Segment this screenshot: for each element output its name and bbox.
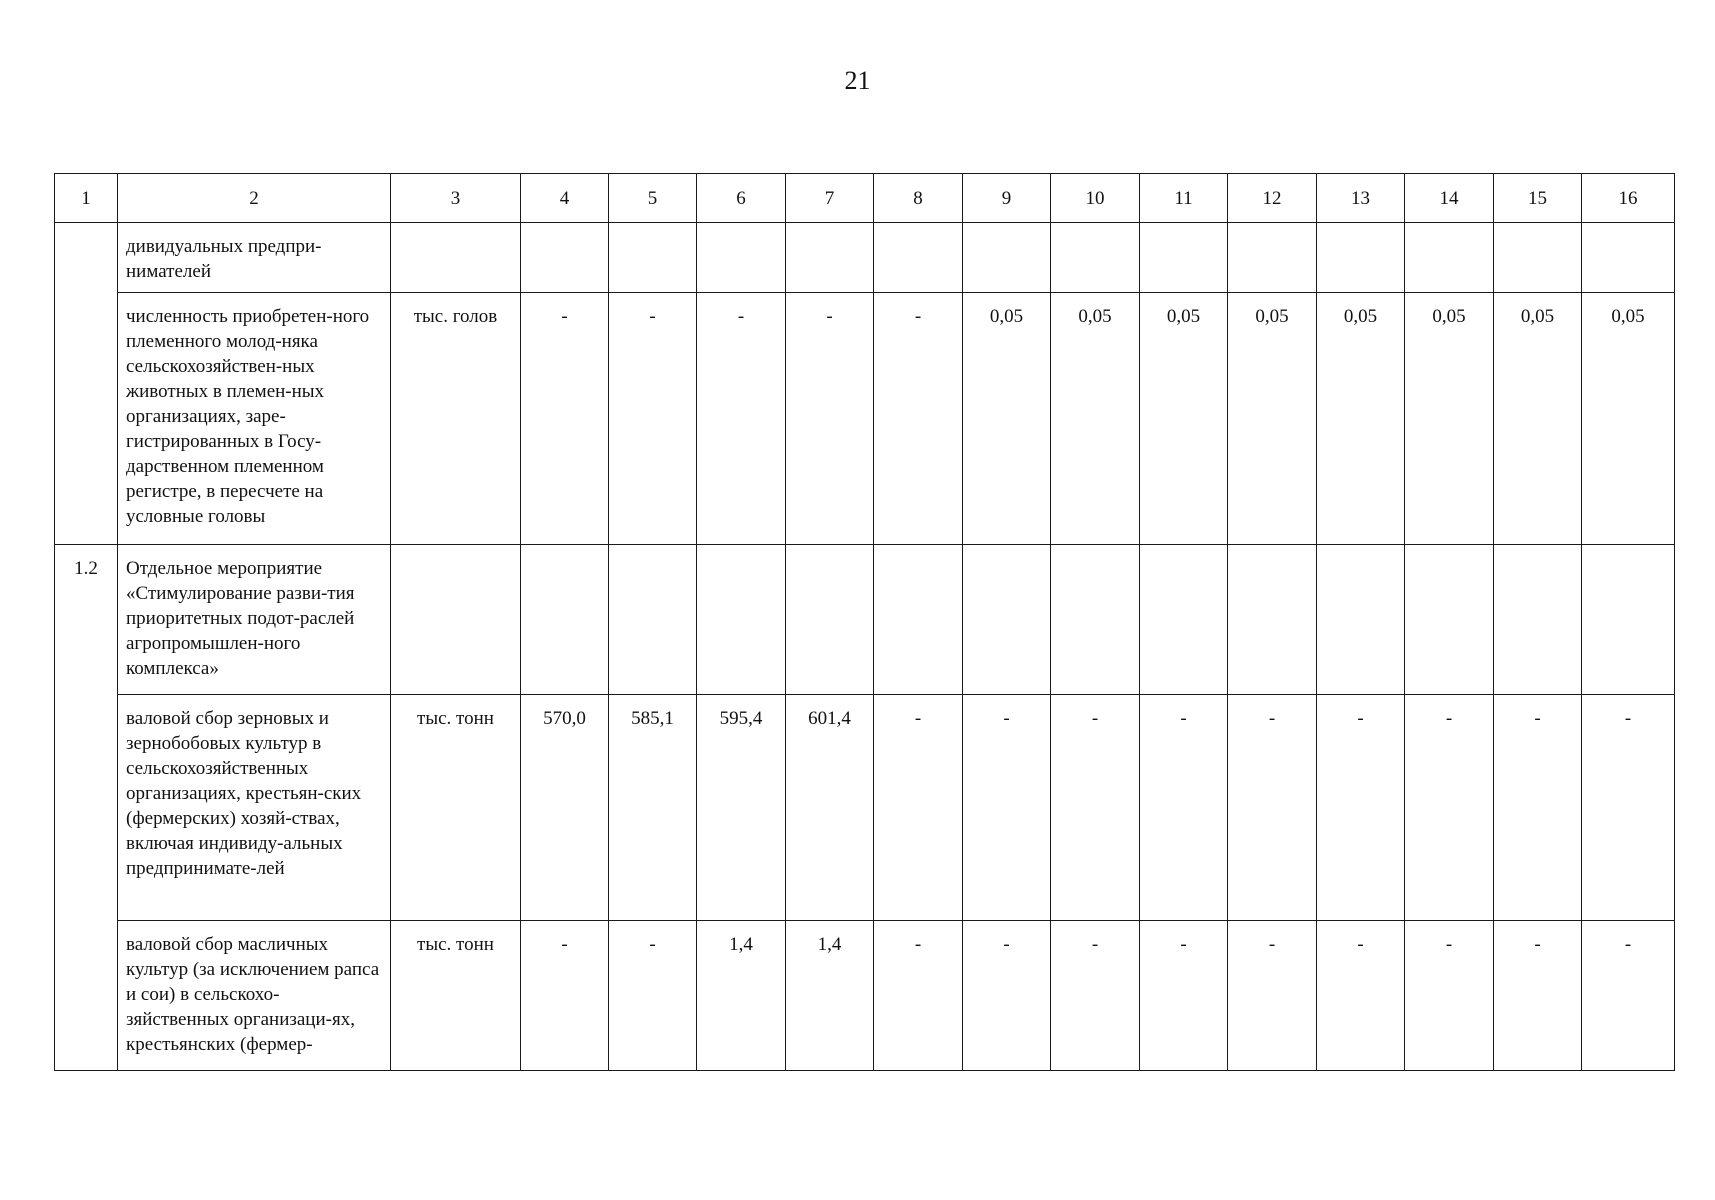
value-cell: - — [609, 293, 697, 545]
header-cell: 16 — [1582, 174, 1675, 223]
indicator-name-cell: валовой сбор зерновых и зернобобовых культур в сельскохозяйственных организациях, крестьян-ских (фермерских) хозяй-ствах, включая индивиду-альных предпринимате-лей — [118, 695, 391, 921]
header-cell: 6 — [697, 174, 786, 223]
indicator-name-cell: численность приобретен-ного племенного молод-няка сельскохозяйствен-ных животных в племен-ных организациях, заре-гистрированных в Госу-дарственном племенном регистре, в пересчете на условные головы — [118, 293, 391, 545]
value-cell — [521, 545, 609, 695]
value-cell: - — [874, 921, 963, 1071]
value-cell: - — [1228, 695, 1317, 921]
value-cell: - — [697, 293, 786, 545]
header-cell: 2 — [118, 174, 391, 223]
header-cell: 11 — [1140, 174, 1228, 223]
value-cell: - — [874, 293, 963, 545]
value-cell — [697, 545, 786, 695]
value-cell: 601,4 — [786, 695, 874, 921]
value-cell: - — [1317, 695, 1405, 921]
header-cell: 3 — [391, 174, 521, 223]
value-cell: 585,1 — [609, 695, 697, 921]
table-row — [55, 695, 1675, 921]
value-cell: 0,05 — [1582, 293, 1675, 545]
value-cell: - — [1405, 921, 1494, 1071]
value-cell: 595,4 — [697, 695, 786, 921]
value-cell: - — [1494, 921, 1582, 1071]
unit-cell: тыс. голов — [391, 293, 521, 545]
value-cell — [1582, 223, 1675, 293]
value-cell: - — [1051, 695, 1140, 921]
value-cell: 0,05 — [1494, 293, 1582, 545]
table-row — [55, 223, 1675, 293]
value-cell — [874, 223, 963, 293]
value-cell: - — [609, 921, 697, 1071]
value-cell: - — [963, 921, 1051, 1071]
value-cell: - — [963, 695, 1051, 921]
value-cell — [1405, 223, 1494, 293]
value-cell: 570,0 — [521, 695, 609, 921]
value-cell — [1228, 223, 1317, 293]
value-cell — [1405, 545, 1494, 695]
value-cell — [609, 545, 697, 695]
value-cell — [1494, 545, 1582, 695]
value-cell — [521, 223, 609, 293]
row-number-cell: 1.2 — [55, 545, 118, 1071]
table-header-row — [55, 174, 1675, 223]
indicator-name-cell: дивидуальных предпри-нимателей — [118, 223, 391, 293]
value-cell — [1051, 223, 1140, 293]
value-cell: 0,05 — [1140, 293, 1228, 545]
header-cell: 8 — [874, 174, 963, 223]
value-cell: 0,05 — [1051, 293, 1140, 545]
header-cell: 9 — [963, 174, 1051, 223]
indicator-name-cell: Отдельное мероприятие «Стимулирование разви-тия приоритетных подот-раслей агропромышлен-ного комплекса» — [118, 545, 391, 695]
value-cell: 1,4 — [786, 921, 874, 1071]
value-cell — [1140, 545, 1228, 695]
value-cell: - — [1051, 921, 1140, 1071]
value-cell: 0,05 — [1228, 293, 1317, 545]
page-number: 21 — [844, 66, 871, 95]
row-number-cell — [55, 223, 118, 545]
value-cell — [1317, 545, 1405, 695]
table-row — [55, 545, 1675, 695]
header-cell: 1 — [55, 174, 118, 223]
value-cell: 0,05 — [963, 293, 1051, 545]
value-cell: - — [1582, 921, 1675, 1071]
header-cell: 4 — [521, 174, 609, 223]
value-cell — [1582, 545, 1675, 695]
unit-cell: тыс. тонн — [391, 921, 521, 1071]
table-row — [55, 921, 1675, 1071]
header-cell: 13 — [1317, 174, 1405, 223]
value-cell — [963, 545, 1051, 695]
value-cell — [963, 223, 1051, 293]
value-cell: - — [1405, 695, 1494, 921]
value-cell — [1140, 223, 1228, 293]
value-cell: - — [786, 293, 874, 545]
header-cell: 14 — [1405, 174, 1494, 223]
table-row — [55, 293, 1675, 545]
value-cell: 0,05 — [1405, 293, 1494, 545]
value-cell: - — [1140, 921, 1228, 1071]
value-cell — [1317, 223, 1405, 293]
value-cell — [1228, 545, 1317, 695]
header-cell: 7 — [786, 174, 874, 223]
value-cell: - — [1317, 921, 1405, 1071]
unit-cell — [391, 545, 521, 695]
value-cell: - — [1140, 695, 1228, 921]
header-cell: 12 — [1228, 174, 1317, 223]
value-cell: - — [1582, 695, 1675, 921]
value-cell — [697, 223, 786, 293]
header-cell: 5 — [609, 174, 697, 223]
indicator-name-cell: валовой сбор масличных культур (за исключением рапса и сои) в сельскохо-зяйственных организаци-ях, крестьянских (фермер- — [118, 921, 391, 1071]
value-cell: - — [1228, 921, 1317, 1071]
value-cell: - — [874, 695, 963, 921]
header-cell: 15 — [1494, 174, 1582, 223]
value-cell — [1494, 223, 1582, 293]
header-cell: 10 — [1051, 174, 1140, 223]
value-cell: 0,05 — [1317, 293, 1405, 545]
unit-cell: тыс. тонн — [391, 695, 521, 921]
indicators-table — [54, 173, 1675, 1071]
value-cell — [786, 223, 874, 293]
value-cell — [786, 545, 874, 695]
value-cell — [1051, 545, 1140, 695]
value-cell: - — [521, 293, 609, 545]
unit-cell — [391, 223, 521, 293]
value-cell — [609, 223, 697, 293]
value-cell — [874, 545, 963, 695]
value-cell: 1,4 — [697, 921, 786, 1071]
value-cell: - — [521, 921, 609, 1071]
value-cell: - — [1494, 695, 1582, 921]
